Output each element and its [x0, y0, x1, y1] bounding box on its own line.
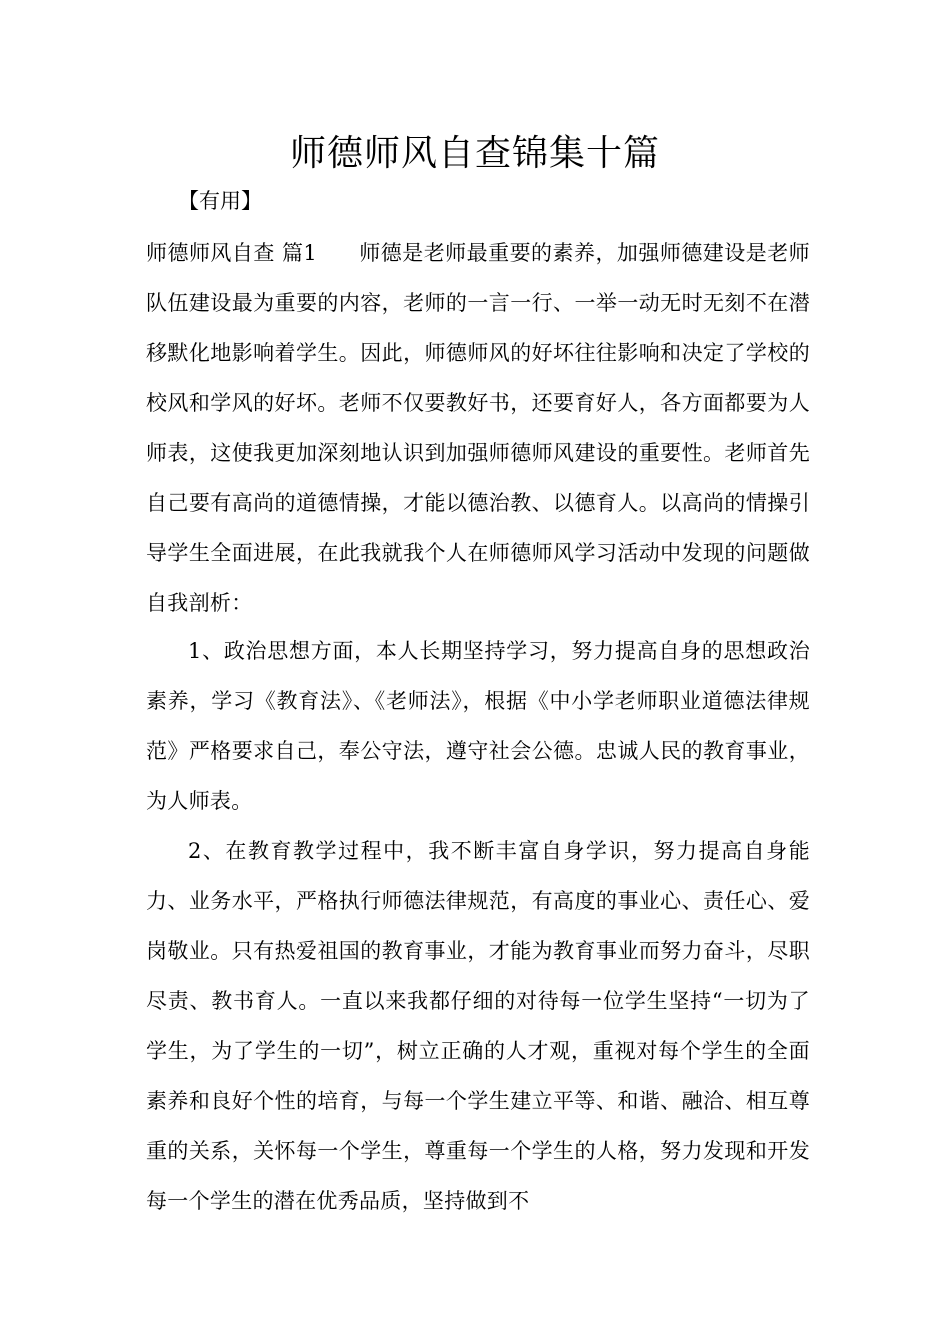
paragraph-teaching: 2、在教育教学过程中，我不断丰富自身学识，努力提高自身能力、业务水平，严格执行师德法律规范，有高度的事业心、责任心、爱岗敬业。只有热爱祖国的教育事业，才能为教育事业而努力奋斗，尽职尽责、教书育人。一直以来我都仔细的对待每一位学生坚持“一切为了学生，为了学生的一切”，树立正确的人才观，重视对每个学生的全面素养和良好个性的培育，与每一个学生建立平等、和谐、融洽、相互尊重的关系，关怀每一个学生，尊重每一个学生的人格，努力发现和开发每一个学生的潜在优秀品质，坚持做到不	[146, 839, 810, 1213]
paragraph-political: 1、政治思想方面，本人长期坚持学习，努力提高自身的思想政治素养，学习《教育法》、《老师法》，根据《中小学老师职业道德法律规范》严格要求自己，奉公守法，遵守社会公德。忠诚人民的教育事业，为人师表。	[146, 639, 810, 813]
paragraph-intro	[146, 228, 810, 628]
document-subtitle: 【有用】	[178, 189, 262, 213]
paragraph-text: 师德是老师最重要的素养，加强师德建设是老师队伍建设最为重要的内容，老师的一言一行、一举一动无时无刻不在潜移默化地影响着学生。因此，师德师风的好坏往往影响和决定了学校的校风和学风的好坏。老师不仅要教好书，还要育好人，各方面都要为人师表，这使我更加深刻地认识到加强师德师风建设的重要性。老师首先自己要有高尚的道德情操，才能以德治教、以德育人。以高尚的情操引导学生全面进展，在此我就我个人在师德师风学习活动中发现的问题做自我剖析：	[146, 241, 810, 615]
document-title: 师德师风自查锦集十篇	[289, 133, 660, 174]
section-label: 师德师风自查 篇1	[146, 241, 318, 265]
